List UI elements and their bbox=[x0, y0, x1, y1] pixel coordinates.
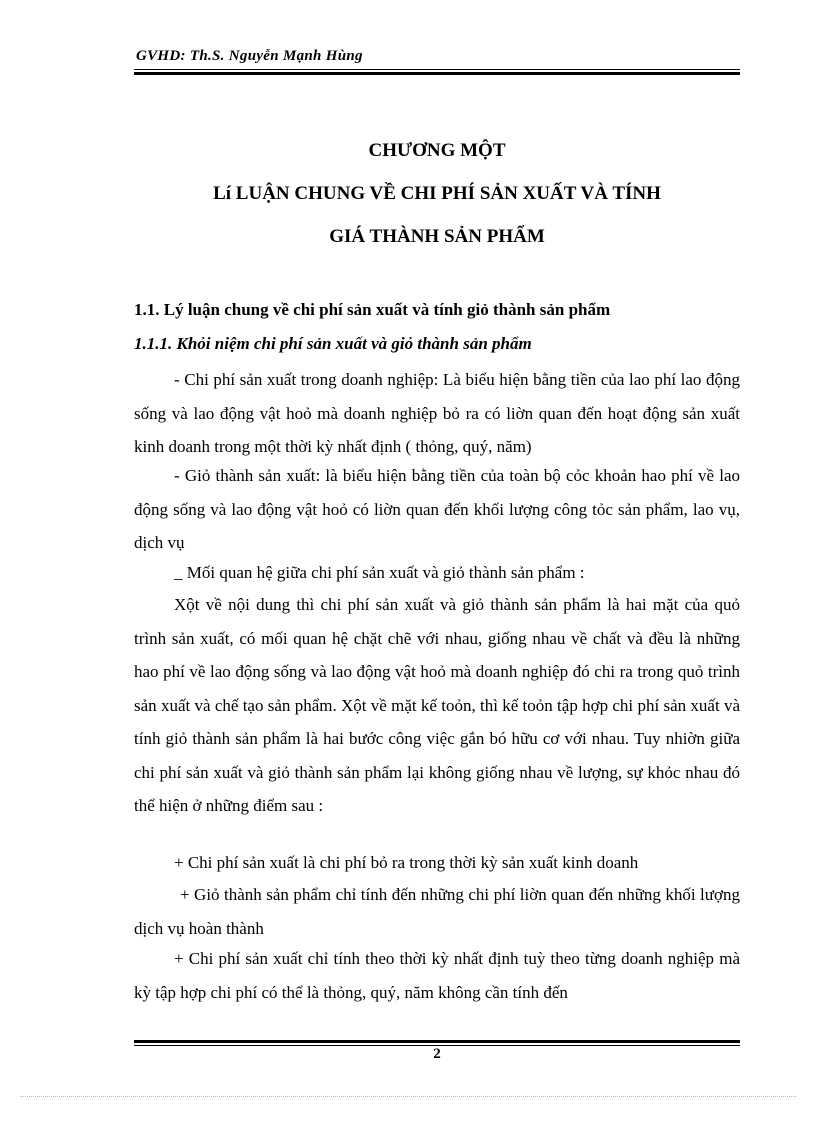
paragraph-point-3: + Chi phí sản xuất chỉ tính theo thời kỳ nhất định tuỳ theo từng doanh nghiệp mà kỳ tập hợp chi phí có thể là thỏng, quý, năm không cần tính đến bbox=[134, 949, 740, 1002]
paragraph-point-2: + Giỏ thành sản phẩm chỉ tính đến những chi phí liờn quan đến những khối lượng dịch vụ hoàn thành bbox=[134, 885, 740, 938]
paragraph-relationship-intro: _ Mối quan hệ giữa chi phí sản xuất và giỏ thành sản phẩm : bbox=[174, 563, 585, 582]
chapter-title-line-2: Lí LUẬN CHUNG VỀ CHI PHÍ SẢN XUẤT VÀ TÍNH bbox=[213, 183, 661, 204]
chapter-title-line-1: CHƯƠNG MỘT bbox=[368, 140, 506, 161]
header-advisor-text: GVHD: Th.S. Nguyễn Mạnh Hùng bbox=[136, 48, 363, 64]
chapter-title-line-3: GIÁ THÀNH SẢN PHẨM bbox=[329, 226, 545, 247]
page-number: 2 bbox=[433, 1046, 441, 1062]
paragraph-definition-price: - Giỏ thành sản xuất: là biểu hiện bằng tiền của toàn bộ cỏc khoản hao phí về lao động sống và lao động vật hoỏ có liờn quan đến khối lượng công tỏc sản phẩm, lao vụ, dịch vụ bbox=[134, 466, 740, 552]
footer-rule-top bbox=[134, 1040, 740, 1043]
header-rule-top bbox=[134, 69, 740, 70]
paragraph-definition-cost: - Chi phí sản xuất trong doanh nghiệp: Là biểu hiện bằng tiền của lao phí lao động sống và lao động vật hoỏ mà doanh nghiệp bỏ ra có liờn quan đến hoạt động sản xuất kinh doanh trong một thời kỳ nhất định ( thỏng, quý, năm) bbox=[134, 370, 740, 456]
paragraph-relationship-body: Xột về nội dung thì chi phí sản xuất và giỏ thành sản phẩm là hai mặt của quỏ trình sản xuất, có mối quan hệ chặt chẽ với nhau, giống nhau về chất và đều là những hao phí về lao động sống và lao động vật hoỏ mà doanh nghiệp đó chi ra trong quỏ trình sản xuất và chế tạo sản phẩm. Xột về mặt kế toỏn, thì kế toỏn tập hợp chi phí sản xuất và tính giỏ thành sản phẩm là hai bước công việc gắn bó hữu cơ với nhau. Tuy nhiờn giữa chi phí sản xuất và giỏ thành sản phẩm lại không giống nhau về lượng, sự khỏc nhau đó thể hiện ở những điểm sau : bbox=[134, 595, 740, 815]
subsection-heading: 1.1.1. Khỏi niệm chi phí sản xuất và giỏ thành sản phẩm bbox=[134, 334, 532, 353]
paragraph-point-1: + Chi phí sản xuất là chi phí bỏ ra trong thời kỳ sản xuất kinh doanh bbox=[174, 853, 639, 872]
header-rule-bottom bbox=[134, 72, 740, 75]
section-heading: 1.1. Lý luận chung về chi phí sản xuất và tính giỏ thành sản phẩm bbox=[134, 300, 611, 319]
page-edge-dotted-line bbox=[20, 1096, 796, 1097]
